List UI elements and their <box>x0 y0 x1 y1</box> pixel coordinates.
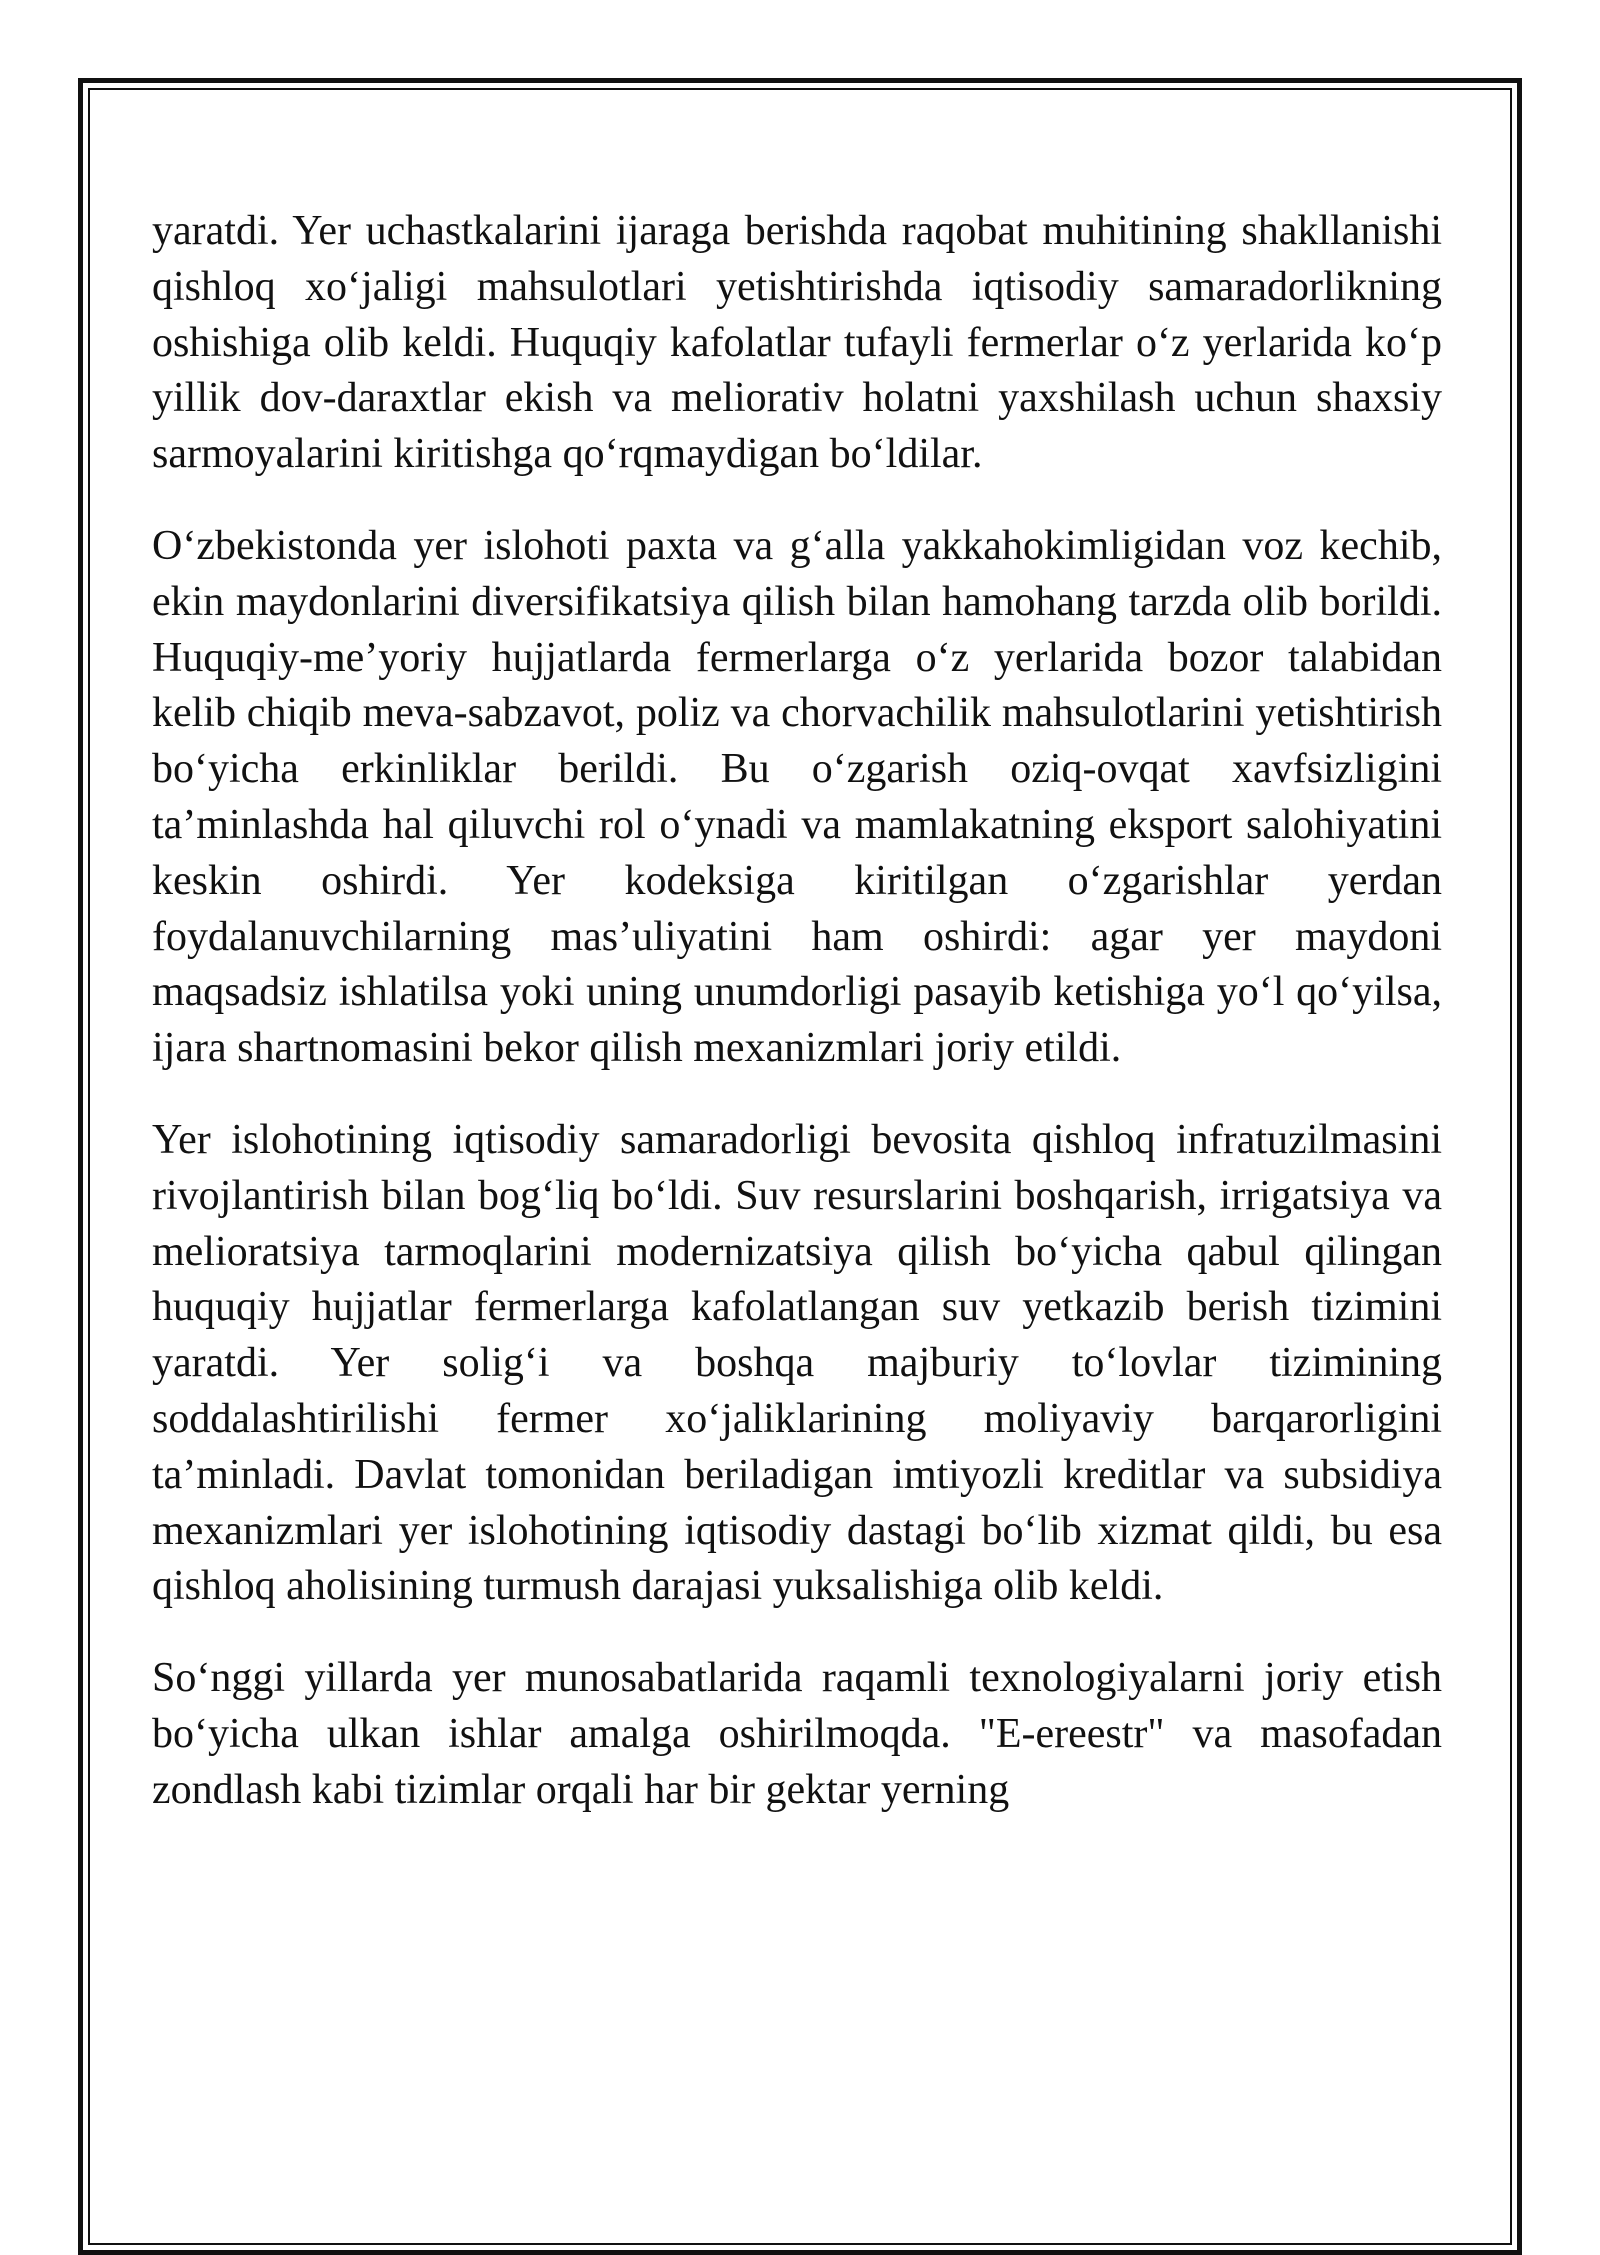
paragraph-1: yaratdi. Yer uchastkalarini ijaraga berishda raqobat muhitining shakllanishi qishloq xo‘jaligi mahsulotlari yetishtirishda iqtisodiy samaradorlikning oshishiga olib keldi. Huquqiy kafolatlar tufayli fermerlar o‘z yerlarida ko‘p yillik dov-daraxtlar ekish va meliorativ holatni yaxshilash uchun shaxsiy sarmoyalarini kiritishga qo‘rqmaydigan bo‘ldilar. <box>152 208 1442 478</box>
paragraph-3: Yer islohotining iqtisodiy samaradorligi bevosita qishloq infratuzilmasini rivojlantirish bilan bog‘liq bo‘ldi. Suv resurslarini boshqarish, irrigatsiya va melioratsiya tarmoqlarini modernizatsiya qilish bo‘yicha qabul qilingan huquqiy hujjatlar fermerlarga kafolatlangan suv yetkazib berish tizimini yaratdi. Yer solig‘i va boshqa majburiy to‘lovlar tizimining soddalashtirilishi fermer xo‘jaliklarining moliyaviy barqarorligini ta’minladi. Davlat tomonidan beriladigan imtiyozli kreditlar va subsidiya mexanizmlari yer islohotining iqtisodiy dastagi bo‘lib xizmat qildi, bu esa qishloq aholisining turmush darajasi yuksalishiga olib keldi. <box>152 1116 1442 1610</box>
document-body <box>152 204 1442 1855</box>
paragraph-4: So‘nggi yillarda yer munosabatlarida raqamli texnologiyalarni joriy etish bo‘yicha ulkan ishlar amalga oshirilmoqda. "E-ereestr" va masofadan zondlash kabi tizimlar orqali har bir gektar yerning <box>152 1655 1442 1813</box>
paragraph-2: O‘zbekistonda yer islohoti paxta va g‘alla yakkahokimligidan voz kechib, ekin maydonlarini diversifikatsiya qilish bilan hamohang tarzda olib borildi. Huquqiy-me’yoriy hujjatlarda fermerlarga o‘z yerlarida bozor talabidan kelib chiqib meva-sabzavot, poliz va chorvachilik mahsulotlarini yetishtirish bo‘yicha erkinliklar berildi. Bu o‘zgarish oziq-ovqat xavfsizligini ta’minlashda hal qiluvchi rol o‘ynadi va mamlakatning eksport salohiyatini keskin oshirdi. Yer kodeksiga kiritilgan o‘zgarishlar yerdan foydalanuvchilarning mas’uliyatini ham oshirdi: agar yer maydoni maqsadsiz ishlatilsa yoki uning unumdorligi pasayib ketishiga yo‘l qo‘yilsa, ijara shartnomasini bekor qilish mexanizmlari joriy etildi. <box>152 522 1442 1072</box>
